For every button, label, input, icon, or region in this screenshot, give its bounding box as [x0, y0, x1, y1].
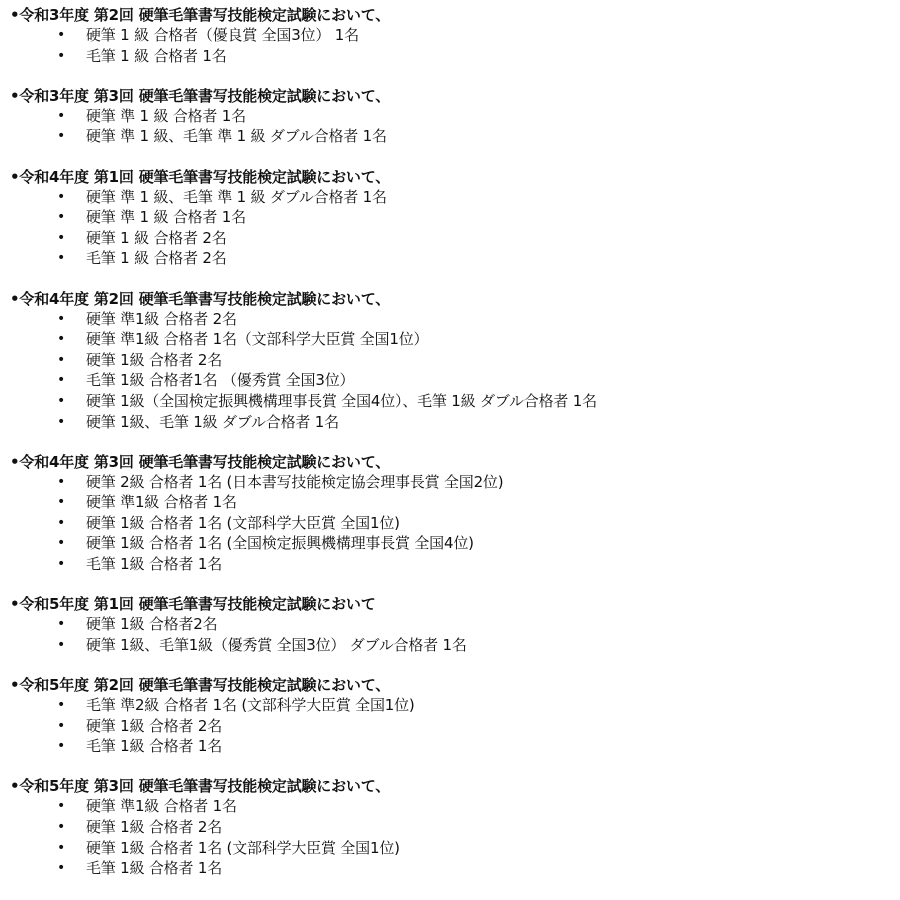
result-list-item [10, 106, 900, 127]
result-list-item [10, 817, 900, 838]
result-text: 硬筆 1級 合格者 2名 [86, 716, 222, 735]
exam-section [10, 676, 900, 757]
result-list-item [10, 554, 900, 575]
result-list-item [10, 858, 900, 879]
result-list-item [10, 25, 900, 46]
result-list-item [10, 614, 900, 635]
bullet-icon: • [57, 738, 66, 755]
result-text: 硬筆 1級、毛筆1級（優秀賞 全国3位） ダブル合格者 1名 [86, 635, 467, 654]
bullet-icon: • [57, 494, 66, 511]
bullet-icon: • [57, 860, 66, 877]
result-text: 毛筆 1級 合格者 1名 [86, 555, 222, 574]
result-list-item [10, 412, 900, 433]
result-text: 硬筆 準 1 級 合格者 1名 [86, 208, 246, 227]
result-list-item [10, 492, 900, 513]
result-list-item [10, 796, 900, 817]
result-text: 毛筆 準2級 合格者 1名 (文部科学大臣賞 全国1位) [86, 696, 415, 715]
result-list-item [10, 635, 900, 656]
result-list-item [10, 207, 900, 228]
result-list [10, 309, 900, 433]
result-list-item [10, 350, 900, 371]
bullet-icon: • [57, 392, 66, 409]
result-text: 硬筆 準 1 級、毛筆 準 1 級 ダブル合格者 1名 [86, 187, 387, 206]
exam-session-heading: •令和5年度 第3回 硬筆毛筆書写技能検定試験において、 [10, 777, 391, 796]
exam-section [10, 6, 900, 66]
result-list-item [10, 309, 900, 330]
bullet-icon: • [57, 331, 66, 348]
result-text: 硬筆 1級、毛筆 1級 ダブル合格者 1名 [86, 412, 339, 431]
result-list [10, 106, 900, 147]
result-text: 硬筆 1級 合格者 1名 (全国検定振興機構理事長賞 全国4位) [86, 534, 474, 553]
bullet-icon: • [57, 351, 66, 368]
result-text: 硬筆 準 1 級、毛筆 準 1 級 ダブル合格者 1名 [86, 127, 387, 146]
result-text: 硬筆 1級 合格者 1名 (文部科学大臣賞 全国1位) [86, 513, 400, 532]
bullet-icon: • [57, 209, 66, 226]
result-list-item [10, 187, 900, 208]
bullet-icon: • [57, 473, 66, 490]
exam-session-heading: •令和4年度 第2回 硬筆毛筆書写技能検定試験において、 [10, 289, 391, 308]
exam-session-heading: •令和3年度 第2回 硬筆毛筆書写技能検定試験において、 [10, 6, 391, 24]
result-text: 硬筆 準 1 級 合格者 1名 [86, 106, 246, 125]
bullet-icon: • [57, 839, 66, 856]
result-text: 毛筆 1 級 合格者 2名 [86, 249, 227, 268]
result-list-item [10, 695, 900, 716]
exam-session-heading: •令和4年度 第1回 硬筆毛筆書写技能検定試験において、 [10, 167, 391, 186]
bullet-icon: • [57, 310, 66, 327]
result-list-item [10, 472, 900, 493]
result-text: 毛筆 1級 合格者 1名 [86, 859, 222, 878]
bullet-icon: • [57, 229, 66, 246]
result-text: 硬筆 準1級 合格者 1名 [86, 493, 237, 512]
result-list-item [10, 513, 900, 534]
bullet-icon: • [57, 717, 66, 734]
exam-session-heading: •令和5年度 第2回 硬筆毛筆書写技能検定試験において、 [10, 676, 391, 695]
bullet-icon: • [57, 188, 66, 205]
exam-section [10, 453, 900, 575]
result-list [10, 796, 900, 878]
exam-session-heading: •令和5年度 第1回 硬筆毛筆書写技能検定試験において [10, 595, 376, 614]
result-text: 硬筆 1 級 合格者 2名 [86, 228, 227, 247]
bullet-icon: • [57, 107, 66, 124]
exam-session-heading: •令和4年度 第3回 硬筆毛筆書写技能検定試験において、 [10, 452, 391, 471]
result-text: 硬筆 1級 合格者 2名 [86, 350, 222, 369]
result-list-item [10, 248, 900, 269]
result-text: 硬筆 準1級 合格者 2名 [86, 309, 237, 328]
result-list [10, 472, 900, 575]
bullet-icon: • [57, 27, 66, 43]
result-list-item [10, 533, 900, 554]
result-text: 硬筆 1級 合格者2名 [86, 615, 218, 634]
result-list-item [10, 329, 900, 350]
bullet-icon: • [57, 697, 66, 714]
result-text: 硬筆 1級（全国検定振興機構理事長賞 全国4位）、毛筆 1級 ダブル合格者 1名 [86, 391, 597, 410]
result-text: 硬筆 1級 合格者 1名 (文部科学大臣賞 全国1位) [86, 838, 400, 857]
exam-section [10, 290, 900, 433]
bullet-icon: • [57, 413, 66, 430]
result-text: 毛筆 1 級 合格者 1名 [86, 46, 227, 65]
result-list [10, 187, 900, 269]
result-text: 硬筆 1 級 合格者（優良賞 全国3位） 1名 [86, 26, 359, 44]
bullet-icon: • [57, 636, 66, 653]
result-text: 硬筆 1級 合格者 2名 [86, 818, 222, 836]
bullet-icon: • [57, 535, 66, 552]
result-list [10, 25, 900, 66]
exam-section [10, 777, 900, 878]
exam-section [10, 87, 900, 147]
bullet-icon: • [57, 798, 66, 815]
result-text: 毛筆 1級 合格者1名 （優秀賞 全国3位） [86, 371, 355, 390]
result-list-item [10, 736, 900, 757]
result-list-item [10, 391, 900, 412]
result-list [10, 614, 900, 655]
result-list-item [10, 228, 900, 249]
result-list [10, 695, 900, 757]
bullet-icon: • [57, 616, 66, 633]
exam-section [10, 168, 900, 269]
result-list-item [10, 370, 900, 391]
bullet-icon: • [57, 819, 66, 835]
result-text: 硬筆 準1級 合格者 1名（文部科学大臣賞 全国1位） [86, 330, 429, 349]
result-list-item [10, 126, 900, 147]
result-list-item [10, 46, 900, 67]
exam-session-heading: •令和3年度 第3回 硬筆毛筆書写技能検定試験において、 [10, 86, 391, 105]
bullet-icon: • [57, 514, 66, 531]
bullet-icon: • [57, 128, 66, 145]
result-text: 毛筆 1級 合格者 1名 [86, 737, 222, 756]
bullet-icon: • [57, 556, 66, 573]
result-list-item [10, 838, 900, 859]
bullet-icon: • [57, 372, 66, 389]
result-text: 硬筆 2級 合格者 1名 (日本書写技能検定協会理事長賞 全国2位) [86, 472, 504, 491]
exam-section [10, 595, 900, 655]
result-list-item [10, 716, 900, 737]
bullet-icon: • [57, 250, 66, 267]
bullet-icon: • [57, 47, 66, 64]
result-text: 硬筆 準1級 合格者 1名 [86, 797, 237, 816]
